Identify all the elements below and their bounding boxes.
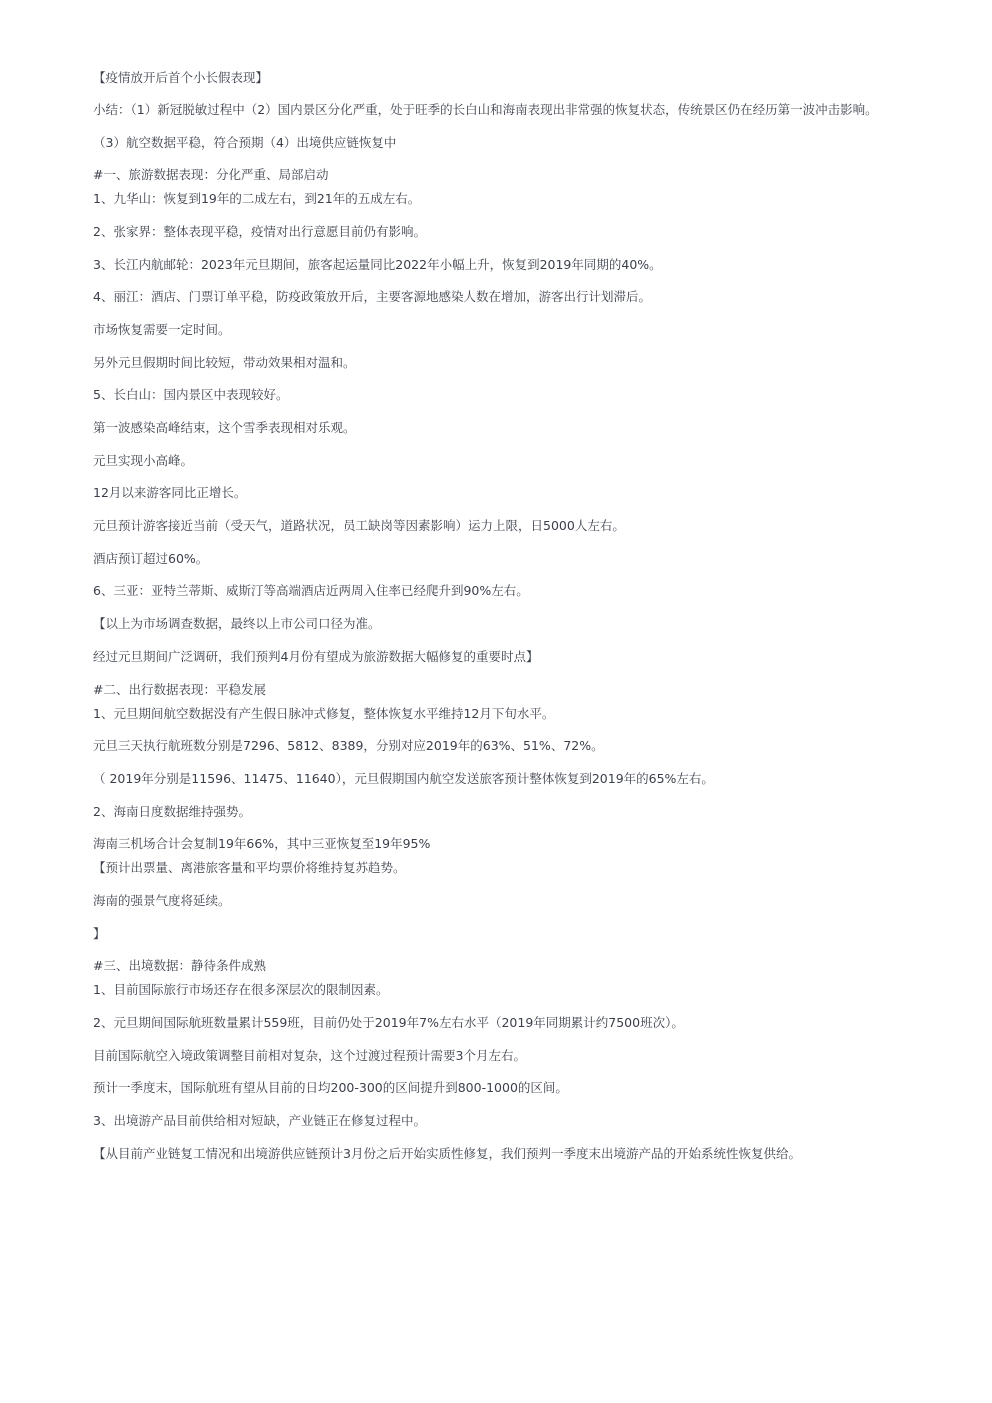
paragraph-line: 海南三机场合计会复制19年66%，其中三亚恢复至19年95% (93, 836, 431, 851)
paragraph-line: 预计一季度末，国际航班有望从目前的日均200-300的区间提升到800-1000的区间。 (93, 1080, 568, 1095)
paragraph-line: 4、丽江：酒店、门票订单平稳，防疫政策放开后，主要客源地感染人数在增加，游客出行计划滞后。 (93, 289, 651, 304)
paragraph-line: 1、元旦期间航空数据没有产生假日脉冲式修复，整体恢复水平维持12月下旬水平。 (93, 706, 555, 721)
paragraph-line: 经过元旦期间广泛调研，我们预判4月份有望成为旅游数据大幅修复的重要时点】 (93, 649, 539, 664)
paragraph-line: 12月以来游客同比正增长。 (93, 485, 247, 500)
paragraph-line: 市场恢复需要一定时间。 (93, 322, 231, 337)
paragraph-line: （ 2019年分别是11596、11475、11640），元旦假期国内航空发送旅客预计整体恢复到2019年的65%左右。 (93, 771, 714, 786)
paragraph-line: 元旦预计游客接近当前（受天气，道路状况，员工缺岗等因素影响）运力上限，日5000人左右。 (93, 518, 625, 533)
paragraph-line: 1、九华山：恢复到19年的二成左右，到21年的五成左右。 (93, 191, 421, 206)
paragraph-line: 【预计出票量、离港旅客量和平均票价将维持复苏趋势。 (93, 860, 406, 875)
paragraph-line: 酒店预订超过60%。 (93, 551, 209, 566)
paragraph-line: 元旦实现小高峰。 (93, 453, 194, 468)
paragraph-line: 【以上为市场调查数据，最终以上市公司口径为准。 (93, 616, 381, 631)
paragraph-line: 】 (93, 926, 106, 941)
paragraph-line: 2、海南日度数据维持强势。 (93, 804, 251, 819)
paragraph-line: 2、元旦期间国际航班数量累计559班，目前仍处于2019年7%左右水平（2019年同期累计约7500班次）。 (93, 1015, 684, 1030)
paragraph-line: 海南的强景气度将延续。 (93, 893, 231, 908)
summary-line: 小结：（1）新冠脱敏过程中（2）国内景区分化严重，处于旺季的长白山和海南表现出非常强的恢复状态，传统景区仍在经历第一波冲击影响。 (93, 102, 878, 117)
paragraph-line: 3、出境游产品目前供给相对短缺，产业链正在修复过程中。 (93, 1113, 426, 1128)
paragraph-line: 元旦三天执行航班数分别是7296、5812、8389，分别对应2019年的63%、51%、72%。 (93, 738, 604, 753)
paragraph-line: 另外元旦假期时间比较短，带动效果相对温和。 (93, 355, 356, 370)
paragraph-line: 6、三亚：亚特兰蒂斯、威斯汀等高端酒店近两周入住率已经爬升到90%左右。 (93, 583, 529, 598)
section-title: 【疫情放开后首个小长假表现】 (93, 70, 269, 85)
summary-line: （3）航空数据平稳，符合预期（4）出境供应链恢复中 (93, 135, 397, 150)
paragraph-line: 【从目前产业链复工情况和出境游供应链预计3月份之后开始实质性修复，我们预判一季度末出境游产品的开始系统性恢复供给。 (93, 1146, 801, 1161)
paragraph-line: 1、目前国际旅行市场还存在很多深层次的限制因素。 (93, 982, 389, 997)
paragraph-line: 目前国际航空入境政策调整目前相对复杂，这个过渡过程预计需要3个月左右。 (93, 1048, 526, 1063)
paragraph-line: 3、长江内航邮轮：2023年元旦期间，旅客起运量同比2022年小幅上升，恢复到2019年同期的40%。 (93, 257, 662, 272)
section-heading: #三、出境数据：静待条件成熟 (93, 958, 266, 973)
paragraph-line: 2、张家界：整体表现平稳，疫情对出行意愿目前仍有影响。 (93, 224, 426, 239)
section-heading: #二、出行数据表现：平稳发展 (93, 682, 266, 697)
paragraph-line: 5、长白山：国内景区中表现较好。 (93, 387, 289, 402)
section-heading: #一、旅游数据表现：分化严重、局部启动 (93, 167, 329, 182)
paragraph-line: 第一波感染高峰结束，这个雪季表现相对乐观。 (93, 420, 356, 435)
